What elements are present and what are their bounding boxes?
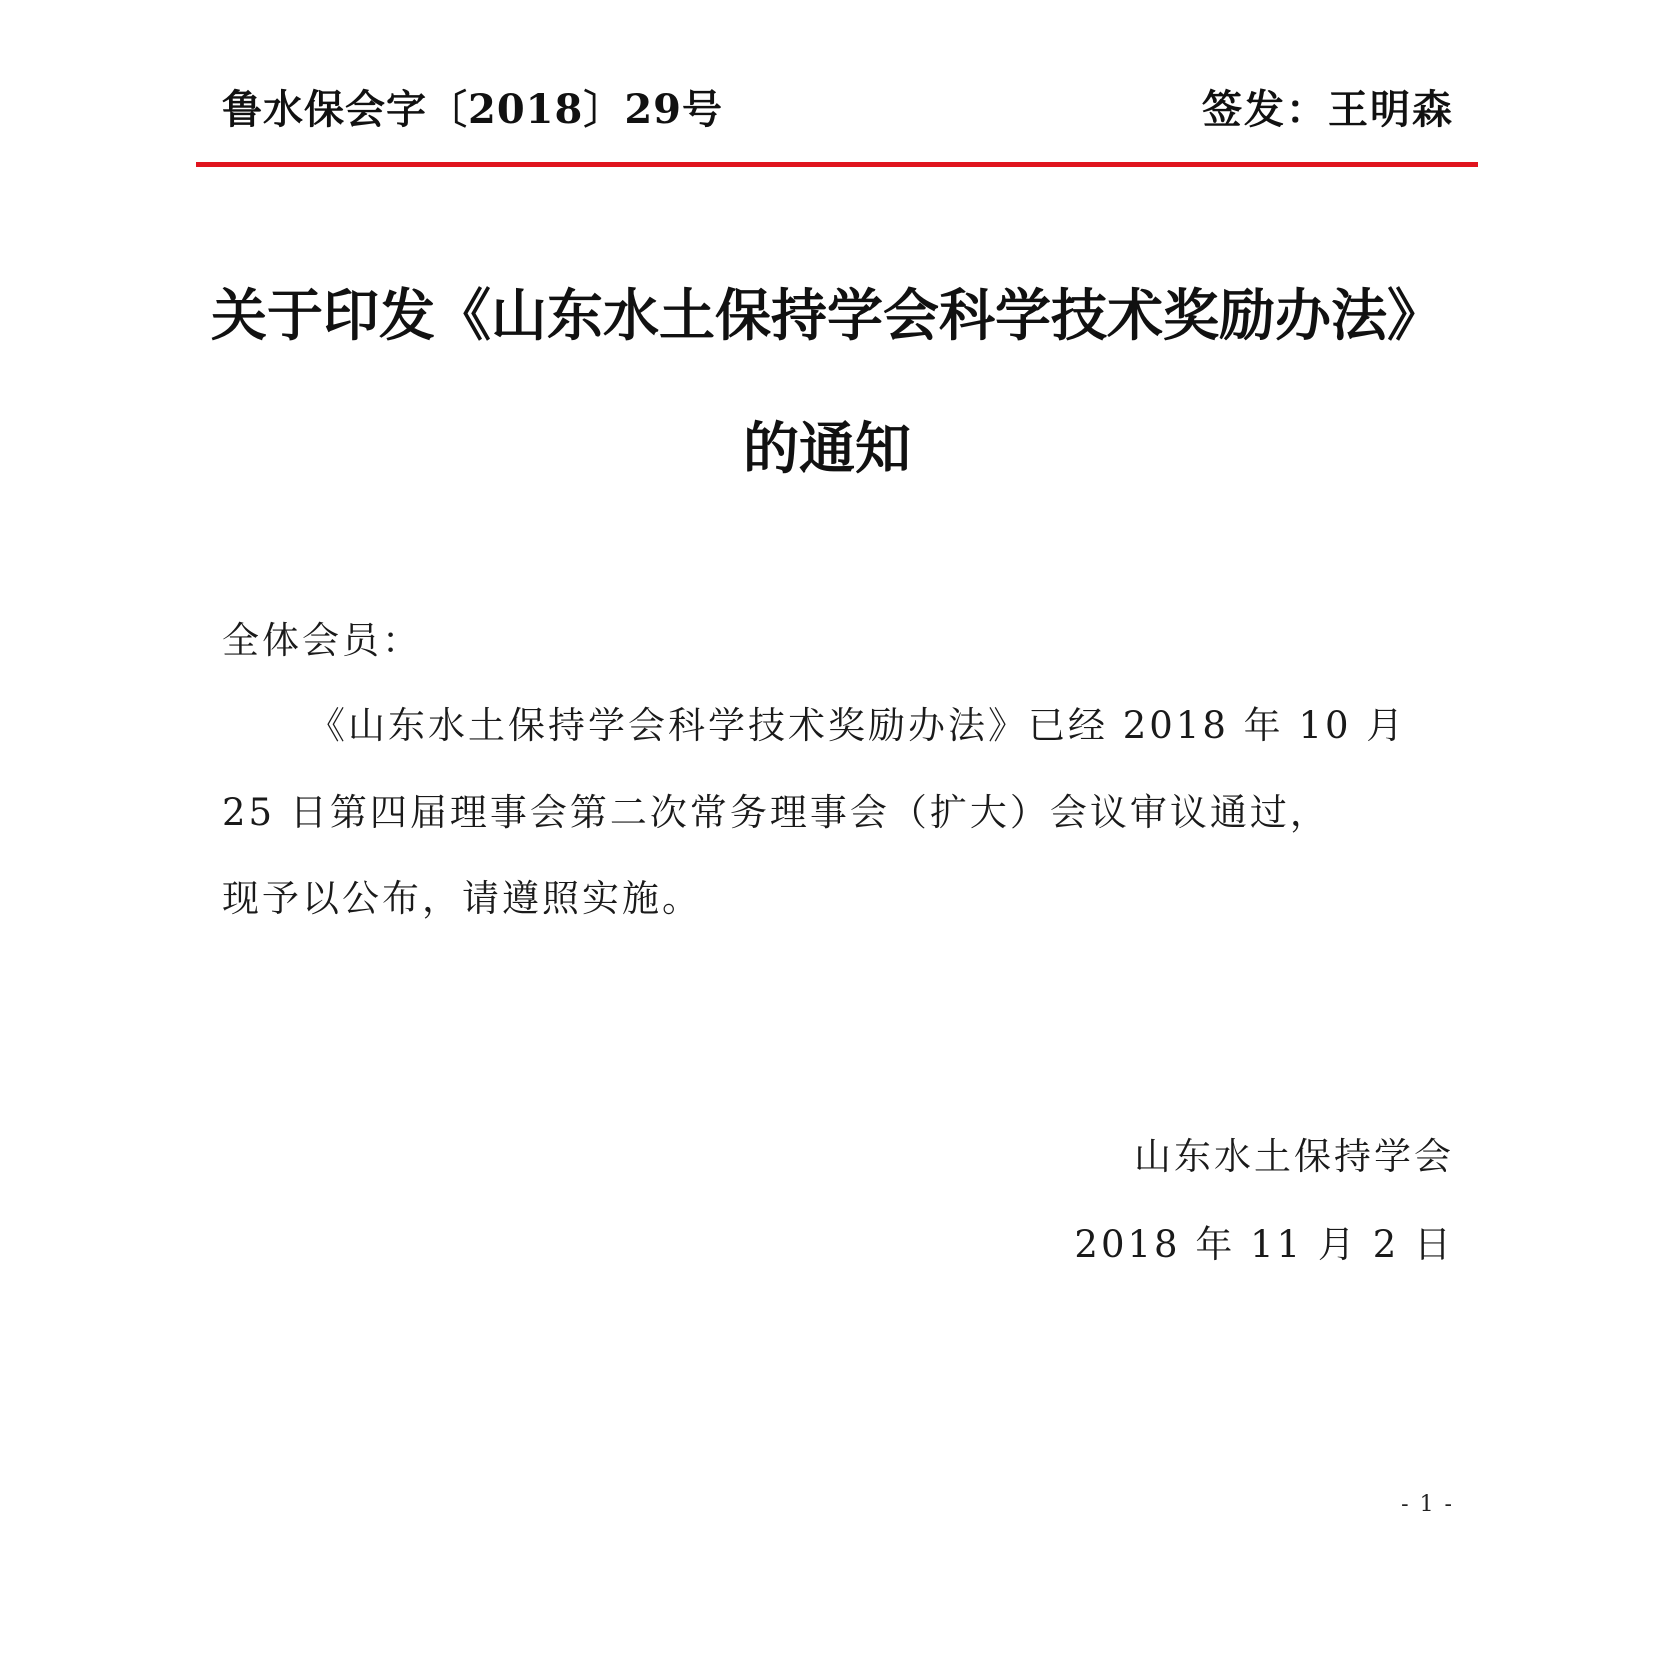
document-title-line-1: 关于印发《山东水土保持学会科学技术奖励办法》 — [211, 284, 1443, 349]
page-number: - 1 - — [1401, 1492, 1454, 1517]
document-number: 鲁水保会字〔2018〕29号 — [222, 86, 723, 133]
salutation: 全体会员： — [222, 619, 422, 662]
signatory: 签发：王明森 — [1202, 86, 1454, 133]
paragraph-line: 现予以公布，请遵照实施。 — [222, 877, 702, 920]
signing-date: 2018 年 11 月 2 日 — [1074, 1223, 1454, 1266]
red-divider-line — [196, 162, 1478, 167]
paragraph-line: 25 日第四届理事会第二次常务理事会（扩大）会议审议通过， — [222, 791, 1330, 834]
signing-organization: 山东水土保持学会 — [1134, 1135, 1454, 1178]
paragraph-line: 《山东水土保持学会科学技术奖励办法》已经 2018 年 10 月 — [308, 704, 1407, 747]
document-title-line-2: 的通知 — [743, 417, 911, 482]
